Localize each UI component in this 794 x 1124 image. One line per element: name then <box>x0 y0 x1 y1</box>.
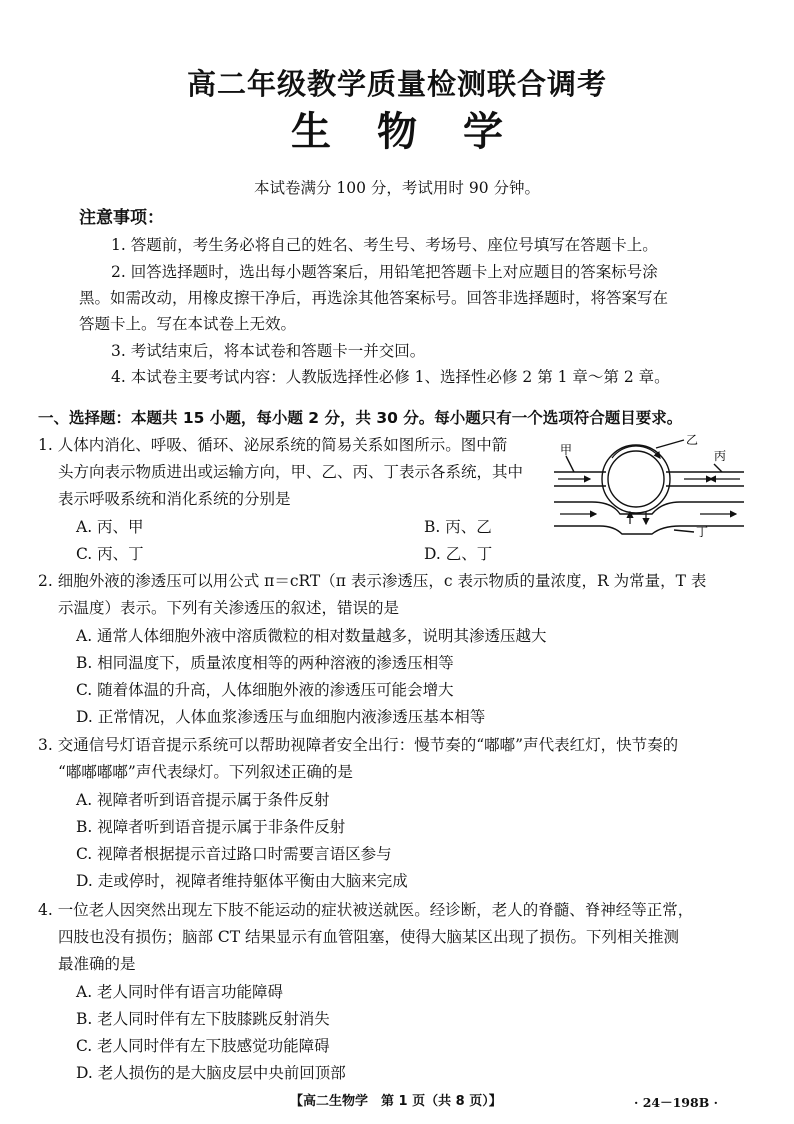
notice-heading: 注意事项： <box>79 208 164 228</box>
notice-line: 3. 考试结束后，将本试卷和答题卡一并交回。 <box>111 342 426 360</box>
q2-stem-line: 2. 细胞外液的渗透压可以用公式 π＝cRT（π 表示渗透压，c 表示物质的量浓度，R 为常量，T 表 <box>38 572 707 590</box>
q1-stem-line: 1. 人体内消化、呼吸、循环、泌尿系统的简易关系如图所示。图中箭 <box>38 436 508 454</box>
notice-line: 答题卡上。写在本试卷上无效。 <box>79 315 297 333</box>
q4-option-b: B. 老人同时伴有左下肢膝跳反射消失 <box>76 1010 330 1028</box>
exam-code: · 24－198B · <box>634 1095 718 1110</box>
q1-option-c: C. 丙、丁 <box>76 545 144 563</box>
q2-stem-line: 示温度）表示。下列有关渗透压的叙述，错误的是 <box>58 599 400 617</box>
subject-title: 生物学 <box>291 109 549 155</box>
notice-line: 1. 答题前，考生务必将自己的姓名、考生号、考场号、座位号填写在答题卡上。 <box>111 236 658 254</box>
notice-line: 4. 本试卷主要考试内容：人教版选择性必修 1、选择性必修 2 第 1 章～第 2 章。 <box>111 368 670 386</box>
figure-label-jia: 甲 <box>560 443 573 457</box>
page-footer: 【高二生物学 第 1 页（共 8 页）】 <box>290 1094 502 1109</box>
q3-stem-line: 3. 交通信号灯语音提示系统可以帮助视障者安全出行：慢节奏的“嘟嘟”声代表红灯，快节奏的 <box>38 736 679 754</box>
notice-line: 2. 回答选择题时，选出每小题答案后，用铅笔把答题卡上对应题目的答案标号涂 <box>111 263 658 281</box>
exam-title: 高二年级教学质量检测联合调考 <box>186 67 607 101</box>
q2-option-a: A. 通常人体细胞外液中溶质微粒的相对数量越多，说明其渗透压越大 <box>76 627 547 645</box>
q4-stem-line: 四肢也没有损伤；脑部 CT 结果显示有血管阻塞，使得大脑某区出现了损伤。下列相关推测 <box>58 928 680 946</box>
q3-option-c: C. 视障者根据提示音过路口时需要言语区参与 <box>76 845 392 863</box>
q4-stem-line: 4. 一位老人因突然出现左下肢不能运动的症状被送就医。经诊断，老人的脊髓、脊神经等正常， <box>38 901 694 919</box>
q2-option-b: B. 相同温度下，质量浓度相等的两种溶液的渗透压相等 <box>76 654 454 672</box>
organ-system-diagram <box>550 430 750 542</box>
notice-line: 黑。如需改动，用橡皮擦干净后，再选涂其他答案标号。回答非选择题时，将答案写在 <box>79 289 669 307</box>
figure-label-yi: 乙 <box>686 433 699 447</box>
q3-option-d: D. 走或停时，视障者维持躯体平衡由大脑来完成 <box>76 872 408 890</box>
q1-stem-line: 头方向表示物质进出或运输方向，甲、乙、丙、丁表示各系统，其中 <box>58 463 524 481</box>
figure-label-ding: 丁 <box>696 525 709 539</box>
q4-option-c: C. 老人同时伴有左下肢感觉功能障碍 <box>76 1037 330 1055</box>
q4-option-d: D. 老人损伤的是大脑皮层中央前回顶部 <box>76 1064 346 1082</box>
q3-option-a: A. 视障者听到语音提示属于条件反射 <box>76 791 330 809</box>
q1-option-b: B. 丙、乙 <box>424 518 492 536</box>
exam-subtitle: 本试卷满分 100 分，考试用时 90 分钟。 <box>253 179 541 197</box>
section-title: 一、选择题：本题共 15 小题，每小题 2 分，共 30 分。每小题只有一个选项符合题目要求。 <box>38 409 683 427</box>
q2-option-d: D. 正常情况，人体血浆渗透压与血细胞内液渗透压基本相等 <box>76 708 486 726</box>
q2-option-c: C. 随着体温的升高，人体细胞外液的渗透压可能会增大 <box>76 681 454 699</box>
q3-stem-line: “嘟嘟嘟嘟”声代表绿灯。下列叙述正确的是 <box>58 763 353 781</box>
q4-stem-line: 最准确的是 <box>58 955 136 973</box>
q4-option-a: A. 老人同时伴有语言功能障碍 <box>76 983 284 1001</box>
q1-option-d: D. 乙、丁 <box>424 545 493 563</box>
q1-stem-line: 表示呼吸系统和消化系统的分别是 <box>58 490 291 508</box>
q1-option-a: A. 丙、甲 <box>76 518 144 536</box>
figure-label-bing: 丙 <box>714 449 727 463</box>
q3-option-b: B. 视障者听到语音提示属于非条件反射 <box>76 818 346 836</box>
